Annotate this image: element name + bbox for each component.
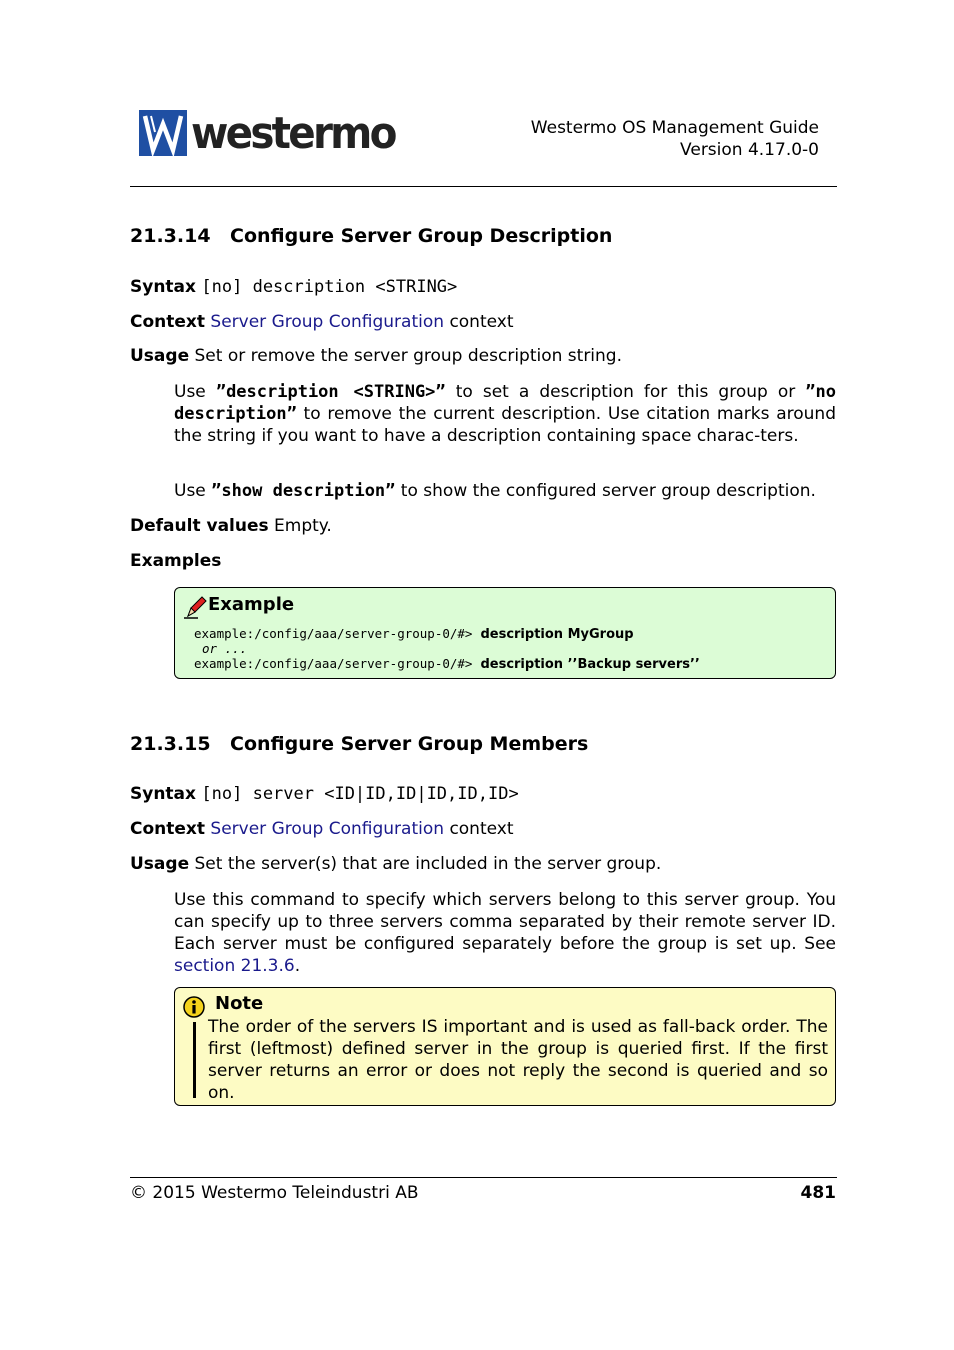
note-title: Note xyxy=(215,993,264,1014)
westermo-logo-icon xyxy=(139,110,187,156)
pencil-icon xyxy=(182,594,208,620)
context-link[interactable]: Server Group Configuration xyxy=(210,819,445,839)
section-number: 21.3.14 xyxy=(130,225,211,247)
logo-wordmark: westermo xyxy=(191,108,395,159)
context-line: Context Server Group Configuration context xyxy=(130,819,514,839)
default-values-line: Default values Empty. xyxy=(130,516,332,536)
section-title: Configure Server Group Members xyxy=(230,733,589,755)
section-title: Configure Server Group Description xyxy=(230,225,613,247)
guide-header xyxy=(531,117,819,161)
context-line: Context Server Group Configuration context xyxy=(130,312,514,332)
example-line-1: example:/config/aaa/server-group-0/#> description MyGroup xyxy=(194,626,634,642)
usage-paragraph: Use this command to specify which servers belong to this server group. You can specify up to three servers comma separated by their remote server ID. Each server must be configured separately before the group is set up. See section 21.3.6. xyxy=(174,890,836,976)
westermo-logo xyxy=(139,108,395,159)
note-box xyxy=(174,987,836,1106)
usage-line: Usage Set the server(s) that are included in the server group. xyxy=(130,854,662,874)
section-heading-members xyxy=(130,733,588,755)
example-line-2: example:/config/aaa/server-group-0/#> description ’’Backup servers’’ xyxy=(194,656,700,672)
copyright: © 2015 Westermo Teleindustri AB xyxy=(130,1183,419,1203)
context-link[interactable]: Server Group Configuration xyxy=(210,312,445,332)
syntax-command: [no] description <STRING> xyxy=(201,277,458,297)
guide-version: Version 4.17.0-0 xyxy=(680,140,819,160)
usage-paragraph-2: Use ”show description” to show the configured server group description. xyxy=(174,481,816,501)
section-heading-description xyxy=(130,225,612,247)
examples-label: Examples xyxy=(130,551,222,571)
example-title: Example xyxy=(208,594,295,615)
syntax-line: Syntax [no] description <STRING> xyxy=(130,277,458,297)
guide-title: Westermo OS Management Guide xyxy=(530,118,819,138)
page-number: 481 xyxy=(800,1183,836,1203)
note-bar xyxy=(193,1022,196,1098)
usage-paragraph-1: Use ”description <STRING>” to set a description for this group or ”no description” to remove the current description. Use citation marks around the string if you want to have a description containing space charac-ters. xyxy=(174,382,837,446)
example-box xyxy=(174,587,836,679)
example-or-line: or ... xyxy=(202,641,248,656)
info-icon xyxy=(183,996,205,1018)
usage-line: Usage Set or remove the server group description string. xyxy=(130,346,622,366)
header-rule xyxy=(130,186,837,187)
section-number: 21.3.15 xyxy=(130,733,211,755)
syntax-command: [no] server <ID|ID,ID|ID,ID,ID> xyxy=(201,784,519,804)
syntax-line: Syntax [no] server <ID|ID,ID|ID,ID,ID> xyxy=(130,784,519,804)
footer-rule xyxy=(130,1177,837,1178)
section-link[interactable]: section 21.3.6 xyxy=(174,956,295,976)
note-text: The order of the servers IS important and is used as fall-back order. The first (leftmost) defined server in the group is queried first. If the first server returns an error or does not reply the second is queried and so on. xyxy=(208,1017,828,1103)
